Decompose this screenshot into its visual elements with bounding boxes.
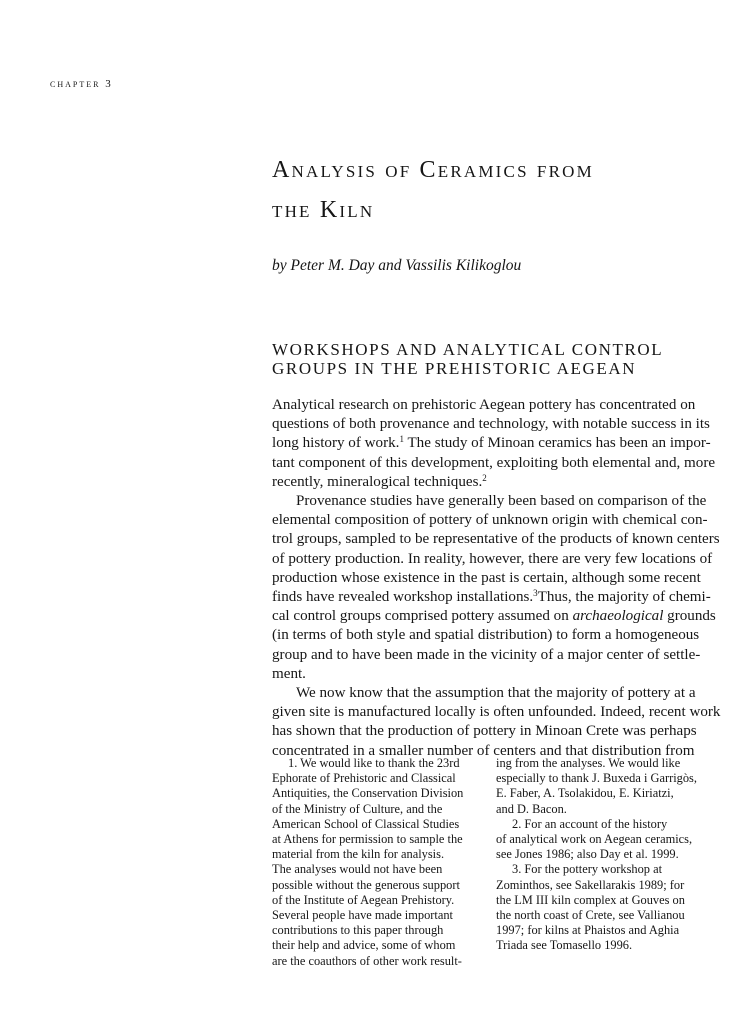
footnotes-right-column (496, 756, 706, 954)
footnote-line: and D. Bacon. (496, 801, 567, 816)
section-heading-line-2: GROUPS IN THE PREHISTORIC AEGEAN (272, 359, 637, 378)
body-line: production whose existence in the past is certain, although some recent (272, 569, 701, 586)
footnote-ref-1[interactable]: 1 (399, 434, 404, 445)
footnote-line: 1997; for kilns at Phaistos and Aghia (496, 923, 680, 938)
footnote-line: The analyses would not have been (272, 862, 443, 877)
chapter-title (272, 150, 712, 230)
footnote-line: their help and advice, some of whom (272, 938, 456, 953)
footnote-line: Triada see Tomasello 1996. (496, 938, 633, 953)
footnote-line: especially to thank J. Buxeda i Garrigòs, (496, 771, 697, 786)
footnote-line: 1. We would like to thank the 23rd (288, 756, 460, 770)
footnotes-left-column (272, 756, 477, 969)
footnote-line: at Athens for permission to sample the (272, 832, 463, 847)
body-line: questions of both provenance and technology, with notable success in its (272, 416, 710, 433)
footnote-line: are the coauthors of other work result- (272, 953, 462, 968)
footnote-line: the LM III kiln complex at Gouves on (496, 892, 685, 907)
footnote-line: material from the kiln for analysis. (272, 847, 445, 862)
body-line: long history of work.$^1$ The study of Minoan ceramics has been an impor- (272, 434, 711, 452)
footnote-ref-3[interactable]: 3 (533, 588, 538, 599)
body-line: elemental composition of pottery of unknown origin with chemical con- (272, 512, 708, 529)
chapter-label: chapter 3 (50, 78, 113, 90)
footnote-line: American School of Classical Studies (272, 816, 460, 831)
footnote-line: Zominthos, see Sakellarakis 1989; for (496, 877, 685, 892)
title-line-1: Analysis of Ceramics from (272, 157, 594, 183)
body-line: We now know that the assumption that the majority of pottery at a (296, 685, 696, 702)
footnote-line: the north coast of Crete, see Vallianou (496, 908, 685, 923)
footnote-line: possible without the generous support (272, 877, 460, 892)
body-line: (in terms of both style and spatial distribution) to form a homogeneous (272, 627, 700, 644)
body-line: has shown that the production of pottery in Minoan Crete was perhaps (272, 723, 697, 740)
body-line: of pottery production. In reality, however, there are very few locations of (272, 550, 713, 567)
footnote-line: 2. For an account of the history (512, 816, 668, 831)
footnote-line: ing from the analyses. We would like (496, 756, 681, 770)
footnote-line: contributions to this paper through (272, 923, 444, 938)
body-line: recently, mineralogical techniques.$^2$ (272, 472, 487, 490)
body-line: group and to have been made in the vicinity of a major center of settle- (272, 646, 701, 663)
body-line: Provenance studies have generally been based on comparison of the (296, 493, 707, 510)
body-line: cal control groups comprised pottery assumed on archaeological grounds (272, 608, 716, 625)
body-line: concentrated in a smaller number of centers and that distribution from (272, 742, 695, 759)
body-text (272, 396, 721, 761)
footnote-line: of the Ministry of Culture, and the (272, 801, 443, 816)
body-line: Analytical research on prehistoric Aegean pottery has concentrated on (272, 397, 696, 413)
section-heading (272, 340, 702, 378)
footnote-line: 3. For the pottery workshop at (512, 862, 663, 877)
body-line: ment. (272, 665, 306, 682)
body-line: trol groups, sampled to be representative of the products of known centers (272, 531, 720, 548)
body-line: tant component of this development, exploiting both elemental and, more (272, 454, 716, 471)
author-byline: by Peter M. Day and Vassilis Kilikoglou (272, 257, 522, 274)
footnote-ref-2[interactable]: 2 (482, 472, 487, 483)
title-line-2: the Kiln (272, 197, 375, 223)
footnote-line: see Jones 1986; also Day et al. 1999. (496, 847, 679, 862)
footnote-line: E. Faber, A. Tsolakidou, E. Kiriatzi, (496, 786, 674, 801)
body-line: finds have revealed workshop installations.$^3$Thus, the majority of chemi- (272, 588, 711, 606)
footnote-line: Antiquities, the Conservation Division (272, 786, 464, 801)
body-line: given site is manufactured locally is often unfounded. Indeed, recent work (272, 704, 721, 721)
footnote-line: of the Institute of Aegean Prehistory. (272, 892, 455, 907)
footnote-line: Several people have made important (272, 908, 453, 923)
section-heading-line-1: WORKSHOPS AND ANALYTICAL CONTROL (272, 340, 664, 359)
footnote-line: Ephorate of Prehistoric and Classical (272, 771, 456, 786)
footnote-line: of analytical work on Aegean ceramics, (496, 832, 693, 847)
